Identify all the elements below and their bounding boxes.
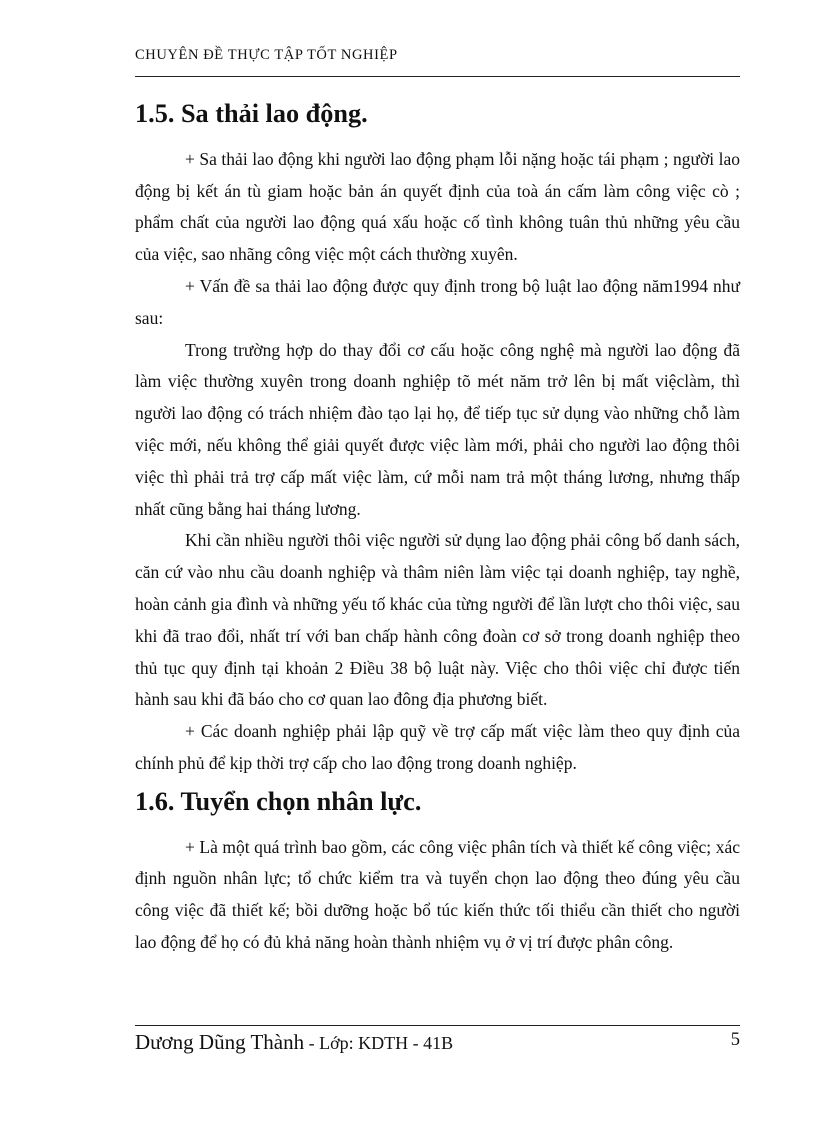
header-divider [135,76,740,77]
page-header: CHUYÊN ĐỀ THỰC TẬP TỐT NGHIỆP [135,47,398,63]
paragraph: + Là một quá trình bao gồm, các công việc phân tích và thiết kế công việc; xác định nguồn nhân lực; tổ chức kiểm tra và tuyển chọn lao động theo đúng yêu cầu công việc đã thiết kế; bồi dưỡng hoặc bổ túc kiến thức tối thiểu cần thiết cho người lao động để họ có đủ khả năng hoàn thành nhiệm vụ ở vị trí được phân công. [135,836,740,952]
page-footer [135,1030,740,1055]
paragraph: Khi cần nhiều người thôi việc người sử dụng lao động phải công bố danh sách, căn cứ vào nhu cầu doanh nghiệp và thâm niên làm việc tại doanh nghiệp, tay nghề, hoàn cảnh gia đình và những yếu tố khác của từng người để lần lượt cho thôi việc, sau khi đã trao đổi, nhất trí với ban chấp hành công đoàn cơ sở trong doanh nghiệp theo thủ tục quy định tại khoản 2 Điều 38 bộ luật này. Việc cho thôi việc chỉ được tiến hành sau khi đã báo cho cơ quan lao đông địa phương biết. [135,530,740,710]
footer-author-line [135,1030,453,1055]
section-heading: 1.6. Tuyển chọn nhân lực. [135,786,422,816]
footer-divider [135,1025,740,1026]
paragraph: + Sa thải lao động khi người lao động phạm lỗi nặng hoặc tái phạm ; người lao động bị kết án tù giam hoặc bản án quyết định của toà án cấm làm công việc cò ; phẩm chất của người lao động quá xấu hoặc cố tình không tuân thủ những yêu cầu của việc, sao nhãng công việc một cách thường xuyên. [135,148,740,265]
paragraph: + Các doanh nghiệp phải lập quỹ về trợ cấp mất việc làm theo quy định của chính phủ để kịp thời trợ cấp cho lao động trong doanh nghiệp. [135,721,740,773]
page-number: 5 [730,1030,740,1050]
paragraph: Trong trường hợp do thay đổi cơ cấu hoặc công nghệ mà người lao động đã làm việc thường xuyên trong doanh nghiệp tõ mét năm trở lên bị mất việclàm, thì người lao động có trách nhiệm đào tạo lại họ, để tiếp tục sử dụng vào những chỗ làm việc mới, nếu không thể giải quyết được việc làm mới, phải cho người lao động thôi việc thì phải trả trợ cấp mất việc làm, cứ mỗi nam trả một tháng lương, nhưng thấp nhất cũng bằng hai tháng lương. [135,339,740,519]
page-content [135,98,740,959]
section-heading: 1.5. Sa thải lao động. [135,99,368,128]
paragraph: + Vấn đề sa thải lao động được quy định trong bộ luật lao động năm1994 như sau: [135,275,740,328]
footer-class: - Lớp: KDTH - 41B [304,1033,454,1053]
footer-author: Dương Dũng Thành [135,1030,305,1054]
